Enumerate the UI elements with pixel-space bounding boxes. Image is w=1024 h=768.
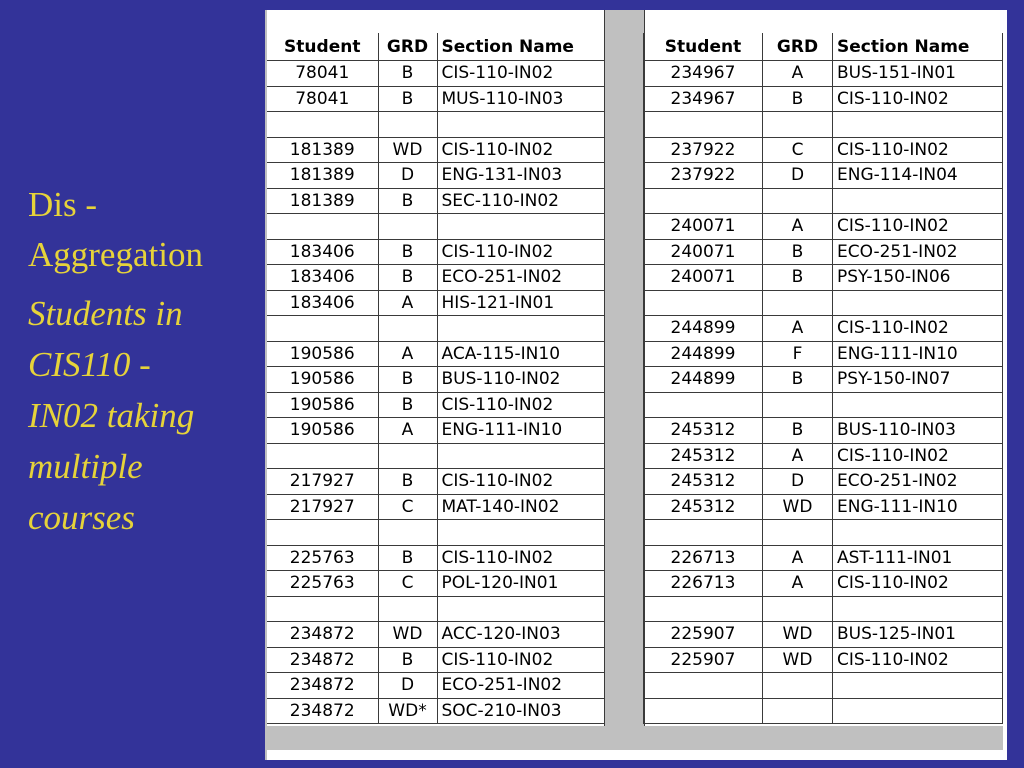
slide-subtitle-line: courses [28, 498, 135, 537]
table-row [267, 622, 604, 648]
table-row [267, 545, 604, 571]
table-row [644, 647, 1003, 673]
cell-section-name[interactable]: SOC-210-IN03 [437, 698, 604, 724]
cell-student-id[interactable]: 245312 [644, 494, 763, 520]
header-row [644, 33, 1003, 61]
cell-student-id[interactable] [644, 520, 763, 546]
table-row [267, 367, 604, 393]
cell-grade[interactable]: B [378, 469, 437, 495]
table-row [267, 316, 604, 342]
cell-section-name[interactable] [437, 443, 604, 469]
slide-subtitle-line: IN02 taking [28, 396, 195, 435]
cell-section-name[interactable]: ENG-111-IN10 [833, 341, 1003, 367]
cell-grade[interactable]: C [378, 571, 437, 597]
cell-section-name[interactable]: ENG-131-IN03 [437, 163, 604, 189]
cell-section-name[interactable]: CIS-110-IN02 [833, 137, 1003, 163]
cell-grade[interactable] [763, 290, 833, 316]
cell-grade[interactable] [378, 443, 437, 469]
header-section-name: Section Name [437, 33, 604, 61]
separator-column [604, 10, 645, 750]
cell-section-name[interactable] [833, 290, 1003, 316]
cell-student-id[interactable] [644, 698, 763, 724]
cell-student-id[interactable]: 245312 [644, 418, 763, 444]
header-row [267, 33, 604, 61]
cell-student-id[interactable]: 225907 [644, 647, 763, 673]
cell-student-id[interactable]: 190586 [267, 341, 378, 367]
cell-student-id[interactable] [644, 596, 763, 622]
cell-grade[interactable] [378, 316, 437, 342]
spreadsheet [265, 10, 1007, 760]
table-row [267, 418, 604, 444]
table-row [267, 239, 604, 265]
cell-section-name[interactable]: ECO-251-IN02 [437, 265, 604, 291]
cell-student-id[interactable]: 217927 [267, 494, 378, 520]
cell-student-id[interactable]: 237922 [644, 163, 763, 189]
table-row [267, 520, 604, 546]
cell-grade[interactable]: B [763, 239, 833, 265]
cell-grade[interactable] [763, 520, 833, 546]
cell-student-id[interactable]: 217927 [267, 469, 378, 495]
cell-section-name[interactable] [437, 520, 604, 546]
cell-grade[interactable] [763, 188, 833, 214]
table-row [267, 112, 604, 138]
table-row [644, 137, 1003, 163]
cell-grade[interactable]: B [378, 86, 437, 112]
cell-grade[interactable]: B [378, 545, 437, 571]
cell-grade[interactable]: D [763, 163, 833, 189]
cell-student-id[interactable]: 240071 [644, 265, 763, 291]
cell-student-id[interactable]: 225907 [644, 622, 763, 648]
right-student-table [643, 33, 1003, 724]
cell-section-name[interactable]: PSY-150-IN07 [833, 367, 1003, 393]
cell-section-name[interactable]: CIS-110-IN02 [833, 443, 1003, 469]
cell-grade[interactable]: B [378, 61, 437, 87]
cell-student-id[interactable]: 240071 [644, 214, 763, 240]
cell-grade[interactable]: A [763, 316, 833, 342]
cell-grade[interactable]: B [378, 265, 437, 291]
slide-subtitle [28, 288, 258, 543]
slide-subtitle-line: Students in [28, 294, 183, 333]
cell-student-id[interactable]: 237922 [644, 137, 763, 163]
cell-section-name[interactable]: CIS-110-IN02 [833, 316, 1003, 342]
table-row [644, 86, 1003, 112]
cell-grade[interactable] [763, 596, 833, 622]
cell-student-id[interactable]: 244899 [644, 341, 763, 367]
cell-student-id[interactable]: 226713 [644, 571, 763, 597]
cell-grade[interactable]: B [763, 418, 833, 444]
cell-section-name[interactable]: CIS-110-IN02 [437, 137, 604, 163]
table-row [644, 545, 1003, 571]
slide-subtitle-line: CIS110 - [28, 345, 151, 384]
header-grade: GRD [763, 33, 833, 61]
cell-section-name[interactable]: CIS-110-IN02 [437, 545, 604, 571]
header-section-name: Section Name [833, 33, 1003, 61]
cell-section-name[interactable]: CIS-110-IN02 [833, 86, 1003, 112]
cell-grade[interactable]: WD [763, 647, 833, 673]
cell-section-name[interactable]: BUS-125-IN01 [833, 622, 1003, 648]
table-row [644, 443, 1003, 469]
slide-subtitle-line: multiple [28, 447, 143, 486]
cell-grade[interactable] [763, 112, 833, 138]
cell-student-id[interactable]: 225763 [267, 571, 378, 597]
table-row [267, 698, 604, 724]
cell-section-name[interactable]: CIS-110-IN02 [437, 392, 604, 418]
cell-student-id[interactable]: 240071 [644, 239, 763, 265]
table-row [267, 163, 604, 189]
cell-grade[interactable]: B [763, 367, 833, 393]
cell-section-name[interactable]: POL-120-IN01 [437, 571, 604, 597]
cell-student-id[interactable]: 234872 [267, 673, 378, 699]
table-row [267, 86, 604, 112]
cell-grade[interactable] [763, 673, 833, 699]
table-row [267, 61, 604, 87]
table-row [267, 341, 604, 367]
cell-grade[interactable]: A [763, 571, 833, 597]
cell-grade[interactable]: C [378, 494, 437, 520]
cell-section-name[interactable] [437, 214, 604, 240]
slide-title-line-2: Aggregation [28, 235, 203, 274]
table-row [267, 137, 604, 163]
table-row [267, 469, 604, 495]
table-row [644, 163, 1003, 189]
cell-student-id[interactable]: 234872 [267, 647, 378, 673]
table-row [644, 341, 1003, 367]
cell-student-id[interactable] [267, 443, 378, 469]
table-row [267, 392, 604, 418]
side-caption [28, 180, 258, 543]
table-row [267, 647, 604, 673]
footer-band [267, 726, 1003, 750]
cell-grade[interactable]: WD [378, 622, 437, 648]
cell-student-id[interactable] [644, 392, 763, 418]
cell-section-name[interactable]: CIS-110-IN02 [437, 647, 604, 673]
table-row [267, 571, 604, 597]
cell-section-name[interactable]: CIS-110-IN02 [833, 647, 1003, 673]
cell-section-name[interactable]: BUS-110-IN03 [833, 418, 1003, 444]
cell-section-name[interactable]: BUS-151-IN01 [833, 61, 1003, 87]
slide-title-line-1: Dis - [28, 185, 98, 224]
cell-section-name[interactable]: BUS-110-IN02 [437, 367, 604, 393]
cell-grade[interactable] [378, 596, 437, 622]
cell-grade[interactable]: D [378, 673, 437, 699]
cell-student-id[interactable]: 78041 [267, 61, 378, 87]
table-row [267, 596, 604, 622]
cell-student-id[interactable]: 183406 [267, 265, 378, 291]
cell-section-name[interactable]: ECO-251-IN02 [833, 239, 1003, 265]
table-row [267, 188, 604, 214]
cell-section-name[interactable]: ACA-115-IN10 [437, 341, 604, 367]
table-row [644, 418, 1003, 444]
table-row [644, 698, 1003, 724]
table-row [644, 392, 1003, 418]
cell-section-name[interactable]: AST-111-IN01 [833, 545, 1003, 571]
table-row [267, 494, 604, 520]
cell-grade[interactable]: WD* [378, 698, 437, 724]
table-row [644, 316, 1003, 342]
table-row [644, 494, 1003, 520]
cell-section-name[interactable] [833, 596, 1003, 622]
cell-section-name[interactable]: ENG-111-IN10 [437, 418, 604, 444]
cell-section-name[interactable]: SEC-110-IN02 [437, 188, 604, 214]
table-row [644, 571, 1003, 597]
cell-section-name[interactable] [437, 112, 604, 138]
cell-section-name[interactable]: CIS-110-IN02 [437, 469, 604, 495]
cell-grade[interactable]: A [763, 545, 833, 571]
cell-student-id[interactable]: 183406 [267, 290, 378, 316]
cell-grade[interactable]: A [763, 214, 833, 240]
cell-section-name[interactable] [833, 188, 1003, 214]
header-student: Student [267, 33, 378, 61]
cell-grade[interactable] [378, 520, 437, 546]
table-row [267, 265, 604, 291]
cell-grade[interactable]: B [378, 239, 437, 265]
cell-section-name[interactable]: ECO-251-IN02 [833, 469, 1003, 495]
cell-student-id[interactable]: 226713 [644, 545, 763, 571]
cell-grade[interactable]: F [763, 341, 833, 367]
cell-section-name[interactable] [437, 596, 604, 622]
cell-student-id[interactable] [267, 596, 378, 622]
right-table-body [644, 61, 1003, 724]
cell-section-name[interactable]: CIS-110-IN02 [833, 214, 1003, 240]
table-row [644, 673, 1003, 699]
cell-student-id[interactable] [644, 290, 763, 316]
table-row [267, 443, 604, 469]
table-row [267, 290, 604, 316]
cell-grade[interactable] [763, 698, 833, 724]
cell-grade[interactable]: B [763, 265, 833, 291]
cell-grade[interactable] [378, 214, 437, 240]
cell-section-name[interactable]: ECO-251-IN02 [437, 673, 604, 699]
cell-section-name[interactable]: ENG-111-IN10 [833, 494, 1003, 520]
cell-grade[interactable]: WD [763, 494, 833, 520]
cell-student-id[interactable]: 181389 [267, 188, 378, 214]
cell-grade[interactable]: B [763, 86, 833, 112]
cell-student-id[interactable]: 244899 [644, 316, 763, 342]
cell-grade[interactable]: A [378, 290, 437, 316]
cell-student-id[interactable] [267, 112, 378, 138]
table-row [644, 112, 1003, 138]
cell-student-id[interactable]: 181389 [267, 137, 378, 163]
table-row [644, 596, 1003, 622]
cell-student-id[interactable] [267, 316, 378, 342]
cell-grade[interactable]: D [763, 469, 833, 495]
cell-student-id[interactable]: 181389 [267, 163, 378, 189]
cell-section-name[interactable] [833, 698, 1003, 724]
header-grade: GRD [378, 33, 437, 61]
cell-section-name[interactable] [833, 112, 1003, 138]
table-row [644, 188, 1003, 214]
cell-grade[interactable]: B [378, 188, 437, 214]
slide-title [28, 180, 258, 280]
cell-student-id[interactable]: 190586 [267, 392, 378, 418]
cell-section-name[interactable] [833, 673, 1003, 699]
cell-student-id[interactable] [644, 112, 763, 138]
cell-grade[interactable]: C [763, 137, 833, 163]
cell-student-id[interactable] [267, 214, 378, 240]
table-row [644, 622, 1003, 648]
cell-student-id[interactable]: 183406 [267, 239, 378, 265]
cell-student-id[interactable]: 78041 [267, 86, 378, 112]
cell-grade[interactable]: B [378, 392, 437, 418]
cell-section-name[interactable] [833, 392, 1003, 418]
cell-student-id[interactable]: 225763 [267, 545, 378, 571]
cell-section-name[interactable]: ACC-120-IN03 [437, 622, 604, 648]
cell-student-id[interactable]: 234967 [644, 61, 763, 87]
cell-student-id[interactable]: 245312 [644, 443, 763, 469]
table-row [644, 61, 1003, 87]
table-row [644, 214, 1003, 240]
left-student-table [267, 33, 605, 724]
cell-grade[interactable]: A [378, 341, 437, 367]
left-table-body [267, 61, 604, 724]
cell-student-id[interactable]: 190586 [267, 418, 378, 444]
cell-grade[interactable]: WD [763, 622, 833, 648]
table-row [644, 367, 1003, 393]
header-student: Student [644, 33, 763, 61]
cell-grade[interactable]: WD [378, 137, 437, 163]
cell-student-id[interactable] [644, 188, 763, 214]
cell-grade[interactable] [378, 112, 437, 138]
cell-section-name[interactable]: HIS-121-IN01 [437, 290, 604, 316]
table-row [644, 469, 1003, 495]
table-row [644, 239, 1003, 265]
cell-student-id[interactable]: 244899 [644, 367, 763, 393]
cell-section-name[interactable]: MAT-140-IN02 [437, 494, 604, 520]
table-row [267, 214, 604, 240]
cell-grade[interactable]: D [378, 163, 437, 189]
table-row [267, 673, 604, 699]
cell-section-name[interactable]: MUS-110-IN03 [437, 86, 604, 112]
cell-section-name[interactable]: CIS-110-IN02 [437, 61, 604, 87]
cell-student-id[interactable] [267, 520, 378, 546]
cell-section-name[interactable] [833, 520, 1003, 546]
cell-student-id[interactable]: 234967 [644, 86, 763, 112]
cell-grade[interactable]: B [378, 647, 437, 673]
cell-section-name[interactable]: CIS-110-IN02 [833, 571, 1003, 597]
cell-student-id[interactable]: 234872 [267, 622, 378, 648]
cell-section-name[interactable]: PSY-150-IN06 [833, 265, 1003, 291]
cell-grade[interactable] [763, 392, 833, 418]
cell-section-name[interactable] [437, 316, 604, 342]
cell-section-name[interactable]: ENG-114-IN04 [833, 163, 1003, 189]
cell-grade[interactable]: B [378, 367, 437, 393]
cell-student-id[interactable] [644, 673, 763, 699]
table-row [644, 520, 1003, 546]
cell-grade[interactable]: A [763, 61, 833, 87]
cell-student-id[interactable]: 234872 [267, 698, 378, 724]
cell-student-id[interactable]: 245312 [644, 469, 763, 495]
table-row [644, 265, 1003, 291]
cell-student-id[interactable]: 190586 [267, 367, 378, 393]
cell-section-name[interactable]: CIS-110-IN02 [437, 239, 604, 265]
table-row [644, 290, 1003, 316]
cell-grade[interactable]: A [378, 418, 437, 444]
cell-grade[interactable]: A [763, 443, 833, 469]
